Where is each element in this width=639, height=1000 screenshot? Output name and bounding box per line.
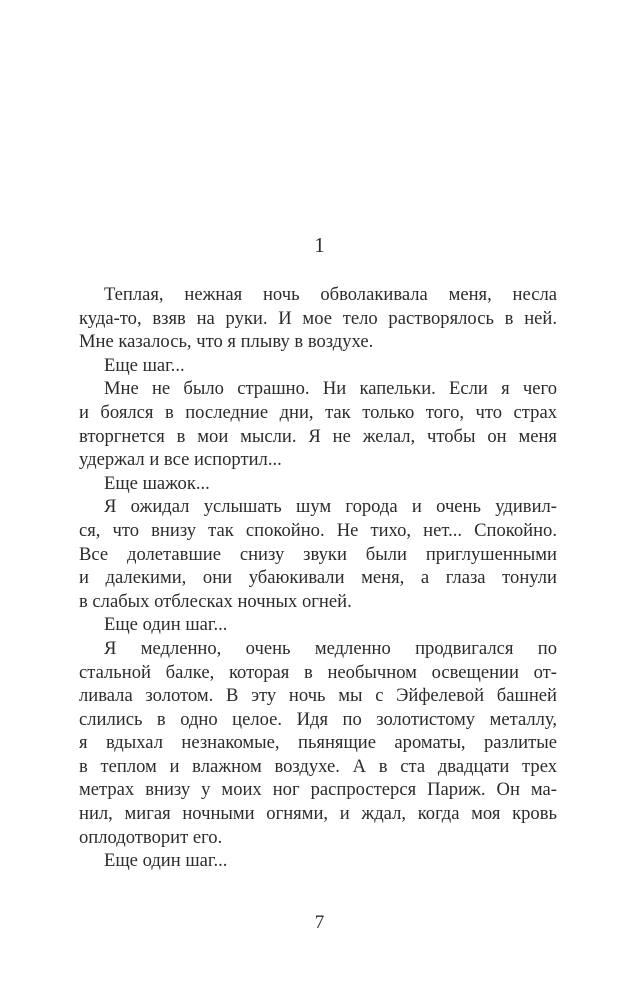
text-line: Еще один шаг... <box>104 614 228 636</box>
text-line: Все долетавшие снизу звуки были приглушенными <box>79 543 557 565</box>
paragraph <box>79 637 557 849</box>
text-line: и боялся в последние дни, так только того, что страх <box>79 401 557 423</box>
text-line: удержал и все испортил... <box>79 449 282 471</box>
text-line: Еще шаг... <box>104 354 185 376</box>
text-line: и далекими, они убаюкивали меня, а глаза тонули <box>79 567 557 589</box>
text-line: нил, мигая ночными огнями, и ждал, когда моя кровь <box>79 803 557 825</box>
text-line: в слабых отблесках ночных огней. <box>79 590 352 612</box>
text-line: слились в одно целое. Идя по золотистому металлу, <box>79 708 557 730</box>
paragraph <box>79 613 557 637</box>
text-line: Еще один шаг... <box>104 850 228 872</box>
paragraph <box>79 354 557 378</box>
text-line: я вдыхал незнакомые, пьянящие ароматы, разлитые <box>79 732 557 754</box>
text-line: Еще шажок... <box>104 472 210 494</box>
paragraph <box>79 849 557 873</box>
text-line: метрах внизу у моих ног распростерся Париж. Он ма- <box>79 779 557 801</box>
body-text <box>79 283 557 873</box>
text-line: Мне не было страшно. Ни капельки. Если я чего <box>104 378 557 400</box>
text-line: Теплая, нежная ночь обволакивала меня, несла <box>104 284 557 305</box>
text-line: куда-то, взяв на руки. И мое тело растворялось в ней. <box>79 307 557 329</box>
paragraph <box>79 495 557 613</box>
text-line: Я ожидал услышать шум города и очень удивил- <box>104 496 557 518</box>
text-line: Я медленно, очень медленно продвигался по <box>104 637 557 659</box>
text-line: оплодотворит его. <box>79 826 223 848</box>
text-line: ливала золотом. В эту ночь мы с Эйфелевой башней <box>79 685 557 707</box>
text-line: ся, что внизу так спокойно. Не тихо, нет... Спокойно. <box>79 519 557 541</box>
text-line: стальной балке, которая в необычном освещении от- <box>79 661 557 683</box>
text-line: вторгнется в мои мысли. Я не желал, чтобы он меня <box>79 425 557 447</box>
paragraph <box>79 283 557 354</box>
paragraph <box>79 472 557 496</box>
paragraph <box>79 377 557 471</box>
page-number: 7 <box>314 912 325 933</box>
chapter-number: 1 <box>314 233 325 257</box>
text-line: в теплом и влажном воздухе. А в ста двадцати трех <box>79 755 557 777</box>
text-line: Мне казалось, что я плыву в воздухе. <box>79 331 374 353</box>
